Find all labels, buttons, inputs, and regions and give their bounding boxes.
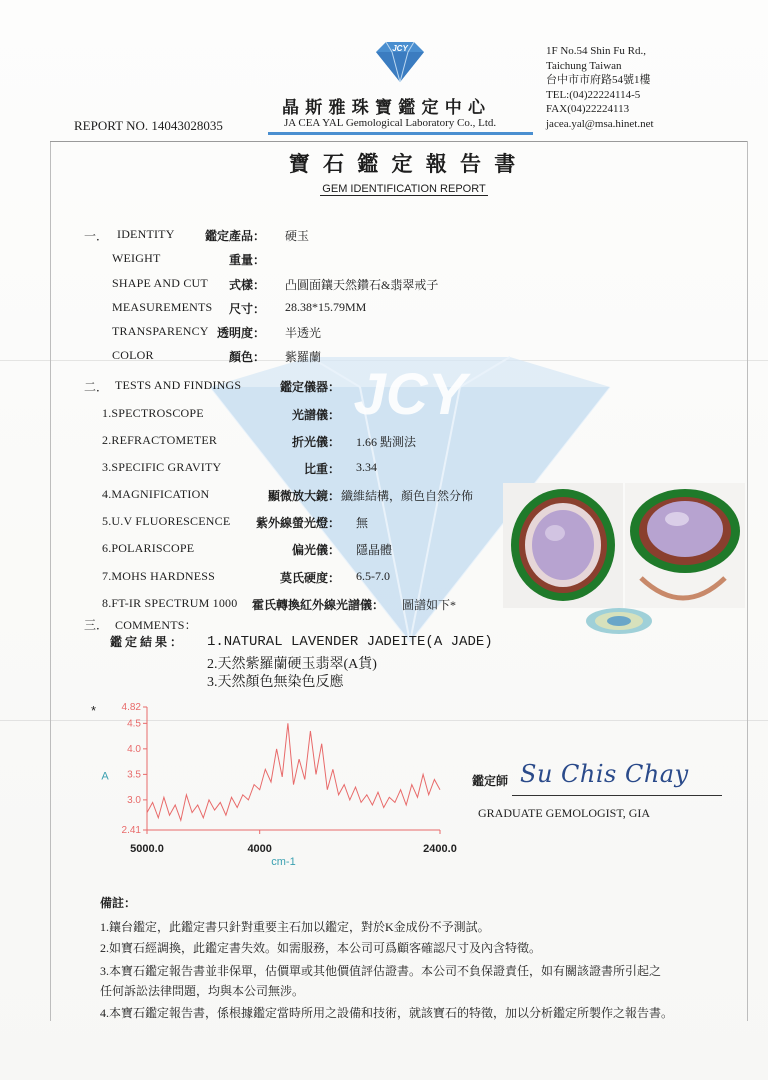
identity-row-label-zh: 式樣： (228, 278, 265, 292)
address-line: Taichung Taiwan (546, 59, 622, 72)
section1-number: 一． (84, 229, 109, 243)
section2-number: 二． (84, 380, 109, 394)
identity-row-value: 凸圓面鑲天然鑽石&翡翠戒子 (285, 278, 439, 292)
test-row-label: 7.MOHS HARDNESS (102, 569, 216, 583)
note-item: 4.本寶石鑑定報告書，係根據鑑定當時所用之設備和技術，就該寶石的特徵，加以分析鑑定所製作之報告書。 (100, 1006, 674, 1020)
identity-row-label-zh: 透明度： (216, 326, 265, 340)
y-tick-label: 4.0 (127, 743, 141, 755)
y-tick-label: 4.5 (127, 718, 141, 730)
address-line: jacea.yal@msa.hinet.net (546, 117, 654, 130)
spectrum-line (147, 723, 440, 820)
ring-photos (503, 483, 745, 608)
test-row-label: 4.MAGNIFICATION (102, 487, 210, 501)
identity-row-label-zh: 鑑定產品： (204, 229, 265, 243)
report-number: REPORT NO. 14043028035 (74, 118, 223, 133)
ring-front-photo (511, 489, 615, 601)
watermark-text: JCY (353, 362, 467, 427)
address-line: 1F No.54 Shin Fu Rd., (546, 45, 646, 57)
hologram-seal-icon (584, 606, 654, 636)
diamond-logo-icon (370, 40, 430, 84)
x-tick-label: 5000.0 (130, 843, 164, 855)
test-row-label-zh: 折光儀： (291, 435, 340, 449)
company-name-zh: 晶 斯 雅 珠 寶 鑑 定 中 心 (282, 98, 486, 117)
comment-line-1: 1.NATURAL LAVENDER JADEITE(A JADE) (207, 634, 493, 650)
note-item: 任何訴訟法律問題，均與本公司無涉。 (100, 984, 305, 998)
identity-row-label: IDENTITY (117, 227, 175, 241)
identity-row-label: MEASUREMENTS (112, 300, 213, 314)
test-row-label-zh: 顯微放大鏡： (267, 489, 340, 503)
x-tick-label: 4000 (247, 843, 272, 855)
x-axis-label: cm-1 (271, 856, 296, 868)
test-row-value: 無 (356, 516, 369, 530)
test-row-value: 圖譜如下* (402, 598, 457, 612)
section3-title: COMMENTS： (115, 618, 197, 632)
address-line: 台中市市府路54號1樓 (546, 74, 651, 87)
test-row-label: 3.SPECIFIC GRAVITY (102, 460, 222, 474)
test-row-label: 2.REFRACTOMETER (102, 433, 218, 447)
ftir-spectrum-chart (85, 695, 465, 870)
note-item: 1.鑲台鑑定，此鑑定書只針對重要主石加以鑑定，對於K金成份不予測試。 (100, 920, 490, 934)
identity-row-value: 硬玉 (285, 229, 310, 243)
identity-row-value: 紫羅蘭 (285, 350, 322, 364)
test-row-value: 3.34 (356, 460, 377, 474)
header-underline (268, 132, 533, 135)
section3-number: 三． (84, 618, 109, 632)
test-row-value: 纖維結構，顏色自然分佈 (341, 489, 474, 503)
comments-label-zh: 鑑 定 結 果 ： (110, 635, 183, 649)
logo-text: JCY (392, 44, 408, 53)
address-block (546, 44, 654, 132)
test-row-value: 1.66 點測法 (356, 435, 417, 449)
identity-row-label: COLOR (112, 348, 154, 362)
report-title-en: GEM IDENTIFICATION REPORT (322, 183, 486, 195)
y-tick-label: 3.5 (127, 769, 141, 781)
test-row-label-zh: 光譜儀： (291, 408, 340, 422)
signature: Su Chis Chay (520, 760, 689, 788)
notes-heading: 備註： (100, 896, 137, 910)
test-row-label: 8.FT-IR SPECTRUM 1000 (102, 596, 238, 610)
chart-marker: * (91, 703, 97, 718)
test-row-label-zh: 偏光儀： (291, 543, 340, 557)
frame-top (50, 141, 748, 142)
y-axis-label: A (101, 770, 109, 783)
test-row-label: 6.POLARISCOPE (102, 541, 195, 555)
note-item: 3.本寶石鑑定報告書並非保單，估價單或其他價值評估證書。本公司不負保證責任，如有關該證書所引起之 (100, 964, 662, 978)
test-row-label-zh: 紫外線螢光燈： (255, 516, 340, 530)
identity-row-label: TRANSPARENCY (112, 324, 209, 338)
frame-left (50, 141, 51, 1021)
test-row-label: 1.SPECTROSCOPE (102, 406, 204, 420)
identity-row-label-zh: 重量： (228, 253, 265, 267)
signature-label: 鑑定師 (472, 774, 509, 788)
test-row-label-zh: 莫氏硬度： (279, 571, 340, 585)
y-tick-label: 3.0 (127, 794, 141, 806)
report-title-zh: 寶 石 鑑 定 報 告 書 (288, 152, 520, 176)
section2-title-zh: 鑑定儀器： (279, 380, 340, 394)
identity-row-value: 28.38*15.79MM (285, 300, 367, 314)
x-tick-label: 2400.0 (423, 843, 457, 855)
identity-row-label: WEIGHT (112, 251, 161, 265)
identity-row-label-zh: 尺寸： (228, 302, 265, 316)
address-line: TEL:(04)22224114-5 (546, 88, 641, 101)
test-row-value: 隱晶體 (356, 543, 393, 557)
test-row-label: 5.U.V FLUORESCENCE (102, 514, 231, 528)
signature-line (512, 795, 722, 796)
test-row-label-zh: 比重： (303, 462, 340, 476)
test-row-value: 6.5-7.0 (356, 569, 390, 583)
frame-right (747, 141, 748, 1021)
identity-row-label: SHAPE AND CUT (112, 276, 208, 290)
y-tick-label: 4.82 (121, 702, 141, 713)
address-line: FAX(04)22224113 (546, 103, 630, 116)
section2-title-en: TESTS AND FINDINGS (115, 378, 242, 392)
comment-line-3: 3.天然顏色無染色反應 (207, 675, 344, 690)
company-name-en: JA CEA YAL Gemological Laboratory Co., Ltd. (284, 117, 497, 129)
identity-row-value: 半透光 (285, 326, 322, 340)
note-item: 2.如寶石經調換，此鑑定書失效。如需服務，本公司可爲顧客確認尺寸及內含特徵。 (100, 941, 542, 955)
signature-title: GRADUATE GEMOLOGIST, GIA (478, 806, 651, 820)
comment-line-2: 2.天然紫羅蘭硬玉翡翠(A貨) (207, 657, 377, 672)
identity-row-label-zh: 顏色： (228, 350, 265, 364)
test-row-label-zh: 霍氏轉換紅外線光譜儀： (251, 598, 384, 612)
report-title-en-wrap (0, 179, 768, 197)
y-tick-label: 2.41 (121, 825, 141, 836)
